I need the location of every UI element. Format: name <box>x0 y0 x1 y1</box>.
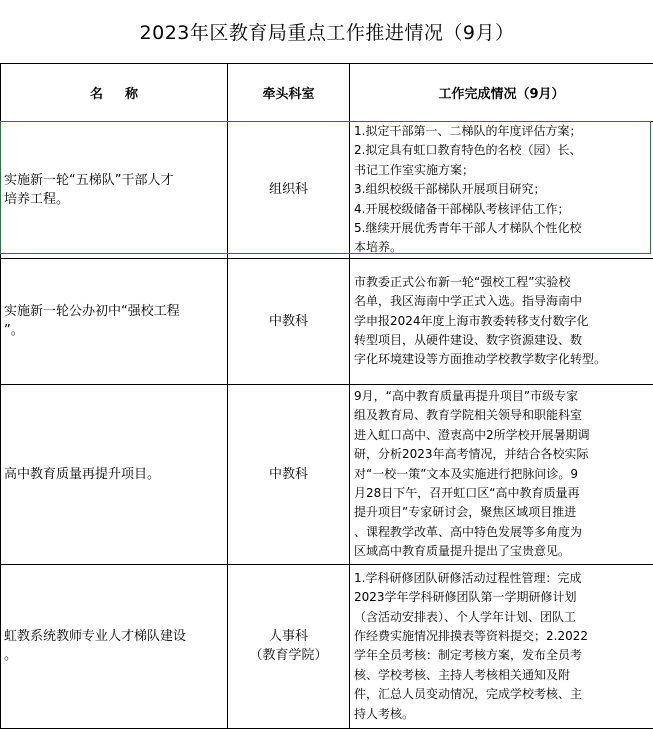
cell-text-line: 实施新一轮公办初中“强校工程 <box>4 302 223 321</box>
cell-text-line: 人事科 <box>228 627 349 646</box>
cell-text-line: 市教委正式公布新一轮“强校工程”实验校 <box>354 273 649 292</box>
cell-text-line: 提升项目”专家研讨会，聚焦区域项目推进 <box>354 503 649 522</box>
table-row <box>1 258 653 384</box>
cell-status[interactable] <box>350 384 653 564</box>
cell-name[interactable] <box>1 384 228 564</box>
cell-status[interactable] <box>350 564 653 728</box>
cell-text-line: 实施新一轮“五梯队”干部人才 <box>4 171 223 190</box>
table-row <box>1 564 653 728</box>
cell-text-line: 3.组织校级干部梯队开展项目研究； <box>354 180 649 199</box>
cell-text-line: 进入虹口高中、澄衷高中2所学校开展暑期调 <box>354 426 649 445</box>
table-title[interactable]: 2023年区教育局重点工作推进情况（9月） <box>1 0 653 64</box>
cell-text-line: 书记工作室实施方案； <box>354 161 649 180</box>
cell-text-line: 。 <box>4 646 223 665</box>
cell-text-line: （教育学院） <box>228 646 349 665</box>
cell-text-line: 中教科 <box>228 312 349 331</box>
header-row <box>1 64 653 122</box>
cell-text-line: 作经费实施情况排摸表等资料提交；2.2022 <box>354 627 649 646</box>
cell-text-line: 学申报2024年度上海市教委转移支付数字化 <box>354 312 649 331</box>
cell-text-line: 虹教系统教师专业人才梯队建设 <box>4 627 223 646</box>
cell-text-line: 高中教育质量再提升项目。 <box>4 465 223 484</box>
cell-text-line: 字化环境建设等方面推动学校教学数字化转型。 <box>354 350 649 369</box>
cell-text-line: 持人考核。 <box>354 705 649 724</box>
cell-text-line: 2023学年学科研修团队第一学期研修计划 <box>354 588 649 607</box>
cell-text-line: ”。 <box>4 321 223 340</box>
cell-text-line: 学年全员考核：制定考核方案，发布全员考 <box>354 646 649 665</box>
cell-text-line: 区域高中教育质量提升提出了宝贵意见。 <box>354 542 649 561</box>
cell-text-line: 核、学校考核、主持人考核相关通知及附 <box>354 666 649 685</box>
cell-text-line: （含活动安排表）、个人学年计划、团队工 <box>354 608 649 627</box>
cell-text-line: 件，汇总人员变动情况，完成学校考核、主 <box>354 685 649 704</box>
cell-text-line: 本培养。 <box>354 238 649 257</box>
cell-text-line: 4.开展校级储备干部梯队考核评估工作； <box>354 200 649 219</box>
table-row <box>1 384 653 564</box>
header-status[interactable]: 工作完成情况（9月） <box>350 64 653 122</box>
cell-text-line: 培养工程。 <box>4 190 223 209</box>
cell-text-line: 、课程教学改革、高中特色发展等多角度为 <box>354 523 649 542</box>
cell-status[interactable] <box>350 122 653 259</box>
cell-text-line: 组织科 <box>228 180 349 199</box>
cell-name[interactable] <box>1 564 228 728</box>
cell-status[interactable] <box>350 258 653 384</box>
cell-name[interactable] <box>1 258 228 384</box>
cell-text-line: 名单，我区海南中学正式入选。指导海南中 <box>354 292 649 311</box>
cell-dept[interactable] <box>228 258 350 384</box>
cell-text-line: 研，分析2023年高考情况，并结合各校实际 <box>354 445 649 464</box>
cell-text-line: 对“一校一策”文本及实施进行把脉问诊。9 <box>354 465 649 484</box>
cell-text-line: 月28日下午，召开虹口区“高中教育质量再 <box>354 484 649 503</box>
cell-text-line: 1.拟定干部第一、二梯队的年度评估方案； <box>354 122 649 141</box>
cell-text-line: 组及教育局、教育学院相关领导和职能科室 <box>354 406 649 425</box>
cell-text-line: 转型项目，从硬件建设、数字资源建设、数 <box>354 331 649 350</box>
cell-text-line: 1.学科研修团队研修活动过程性管理：完成 <box>354 569 649 588</box>
header-name[interactable]: 名称 <box>1 64 228 122</box>
title-row <box>1 0 653 64</box>
cell-dept[interactable] <box>228 122 350 259</box>
cell-dept[interactable] <box>228 384 350 564</box>
table-row <box>1 122 653 259</box>
cell-text-line: 2.拟定具有虹口教育特色的名校（园）长、 <box>354 141 649 160</box>
cell-text-line: 5.继续开展优秀青年干部人才梯队个性化校 <box>354 219 649 238</box>
cell-dept[interactable] <box>228 564 350 728</box>
cell-text-line: 中教科 <box>228 465 349 484</box>
cell-text-line: 9月，“高中教育质量再提升项目”市级专家 <box>354 387 649 406</box>
header-dept[interactable]: 牵头科室 <box>228 64 350 122</box>
cell-name[interactable] <box>1 122 228 259</box>
